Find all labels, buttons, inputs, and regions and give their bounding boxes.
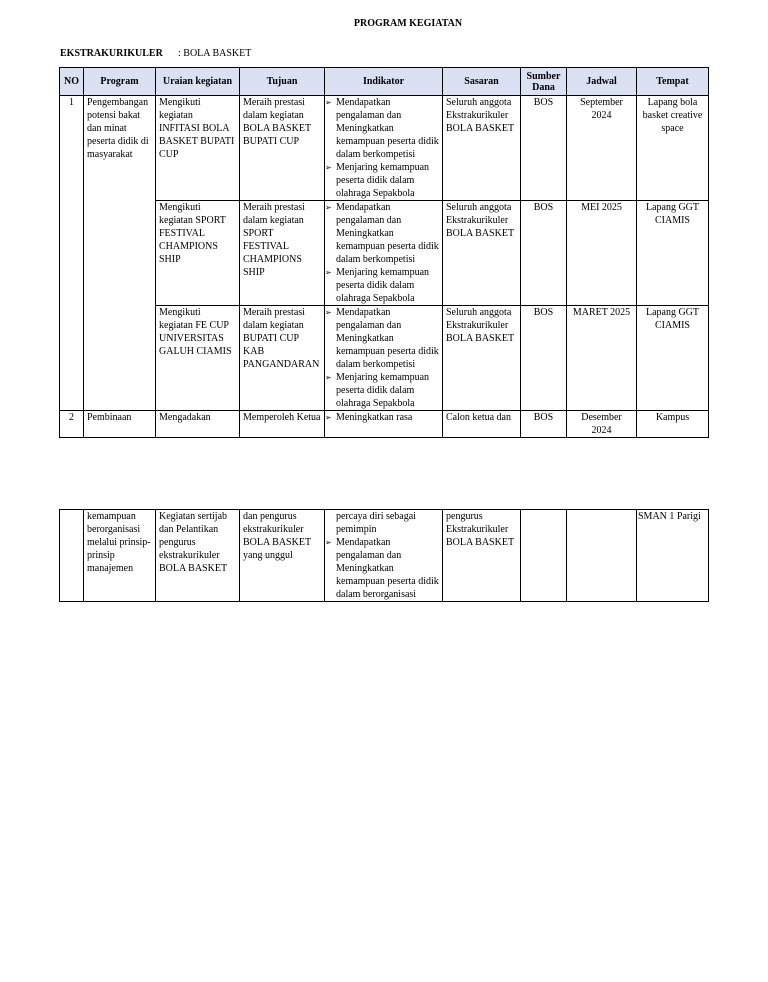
- indikator-item: ➢ Menjaring kemampuan peserta didik dalam olahraga Sepakbola: [326, 371, 439, 410]
- cell-uraian: Mengikuti kegiatan SPORT FESTIVAL CHAMPIONS SHIP: [156, 201, 240, 306]
- table-header-row: [60, 68, 709, 96]
- cell-program: Pembinaan: [84, 411, 156, 438]
- header-tujuan: Tujuan: [240, 68, 325, 96]
- cell-tujuan: Memperoleh Ketua: [240, 411, 325, 438]
- page-title: PROGRAM KEGIATAN: [353, 18, 463, 29]
- cell-sumber-dana: BOS: [521, 201, 567, 306]
- indikator-item: ➢ Meningkatkan rasa: [326, 411, 439, 424]
- table-row: [60, 306, 709, 411]
- cell-no: [60, 510, 84, 602]
- cell-sumber-dana: BOS: [521, 96, 567, 201]
- cell-sasaran: Seluruh anggota Ekstrakurikuler BOLA BASKET: [443, 306, 521, 411]
- cell-tempat: Lapang bola basket creative space: [637, 96, 709, 201]
- cell-tempat: Lapang GGT CIAMIS: [637, 306, 709, 411]
- cell-tempat: Lapang GGT CIAMIS: [637, 201, 709, 306]
- cell-tujuan: Meraih prestasi dalam kegiatan SPORT FESTIVAL CHAMPIONS SHIP: [240, 201, 325, 306]
- cell-sumber-dana: BOS: [521, 411, 567, 438]
- header-sasaran: Sasaran: [443, 68, 521, 96]
- cell-tempat: SMAN 1 Parigi: [637, 510, 709, 602]
- cell-jadwal: Desember 2024: [567, 411, 637, 438]
- indikator-item: ➢ Menjaring kemampuan peserta didik dalam olahraga Sepakbola: [326, 266, 439, 305]
- cell-indikator: [325, 96, 443, 201]
- meta-label: EKSTRAKURIKULER: [60, 48, 163, 59]
- header-program: Program: [84, 68, 156, 96]
- cell-jadwal: MEI 2025: [567, 201, 637, 306]
- header-jadwal: Jadwal: [567, 68, 637, 96]
- cell-sasaran: pengurus Ekstrakurikuler BOLA BASKET: [443, 510, 521, 602]
- cell-program: Pengembangan potensi bakat dan minat peserta didik di masyarakat: [84, 96, 156, 411]
- header-indikator: Indikator: [325, 68, 443, 96]
- cell-program: kemampuan berorganisasi melalui prinsip-prinsip manajemen: [84, 510, 156, 602]
- header-sumber-dana: Sumber Dana: [521, 68, 567, 96]
- header-no: NO: [60, 68, 84, 96]
- cell-uraian: Mengadakan: [156, 411, 240, 438]
- cell-sumber-dana: [521, 510, 567, 602]
- table-row: [60, 96, 709, 201]
- cell-sumber-dana: BOS: [521, 306, 567, 411]
- indikator-item: ➢ Mendapatkan pengalaman dan Meningkatkan kemampuan peserta didik dalam berkompetisi: [326, 201, 439, 266]
- cell-tujuan: Meraih prestasi dalam kegiatan BOLA BASKET BUPATI CUP: [240, 96, 325, 201]
- cell-sasaran: Seluruh anggota Ekstrakurikuler BOLA BASKET: [443, 201, 521, 306]
- indikator-item: ➢ Mendapatkan pengalaman dan Meningkatkan kemampuan peserta didik dalam berkompetisi: [326, 306, 439, 371]
- cell-sasaran: Seluruh anggota Ekstrakurikuler BOLA BASKET: [443, 96, 521, 201]
- ekstrakurikuler-meta: [60, 47, 251, 60]
- cell-no: 2: [60, 411, 84, 438]
- cell-uraian: Mengikuti kegiatan INFITASI BOLA BASKET BUPATI CUP: [156, 96, 240, 201]
- table-row: [60, 510, 709, 602]
- cell-jadwal: MARET 2025: [567, 306, 637, 411]
- cell-tempat: Kampus: [637, 411, 709, 438]
- program-table: [59, 67, 709, 438]
- header-uraian: Uraian kegiatan: [156, 68, 240, 96]
- table-row: [60, 201, 709, 306]
- cell-indikator: [325, 201, 443, 306]
- cell-uraian: Mengikuti kegiatan FE CUP UNIVERSITAS GALUH CIAMIS: [156, 306, 240, 411]
- indikator-continued-text: percaya diri sebagai pemimpin: [336, 511, 416, 535]
- cell-no: 1: [60, 96, 84, 411]
- program-table-continuation: [59, 509, 709, 602]
- cell-jadwal: September 2024: [567, 96, 637, 201]
- cell-uraian: Kegiatan sertijab dan Pelantikan pengurus ekstrakurikuler BOLA BASKET: [156, 510, 240, 602]
- cell-tujuan: Meraih prestasi dalam kegiatan BUPATI CUP KAB PANGANDARAN: [240, 306, 325, 411]
- cell-indikator: [325, 306, 443, 411]
- indikator-item: ➢ Mendapatkan pengalaman dan Meningkatkan kemampuan peserta didik dalam berorganisasi: [326, 536, 439, 601]
- cell-jadwal: [567, 510, 637, 602]
- cell-sasaran: Calon ketua dan: [443, 411, 521, 438]
- cell-indikator: [325, 411, 443, 438]
- cell-tujuan: dan pengurus ekstrakurikuler BOLA BASKET yang unggul: [240, 510, 325, 602]
- indikator-item: ➢ Menjaring kemampuan peserta didik dalam olahraga Sepakbola: [326, 161, 439, 200]
- table-row: [60, 411, 709, 438]
- cell-indikator: [325, 510, 443, 602]
- header-tempat: Tempat: [637, 68, 709, 96]
- meta-value: : BOLA BASKET: [178, 48, 252, 59]
- indikator-item: ➢ Mendapatkan pengalaman dan Meningkatkan kemampuan peserta didik dalam berkompetisi: [326, 96, 439, 161]
